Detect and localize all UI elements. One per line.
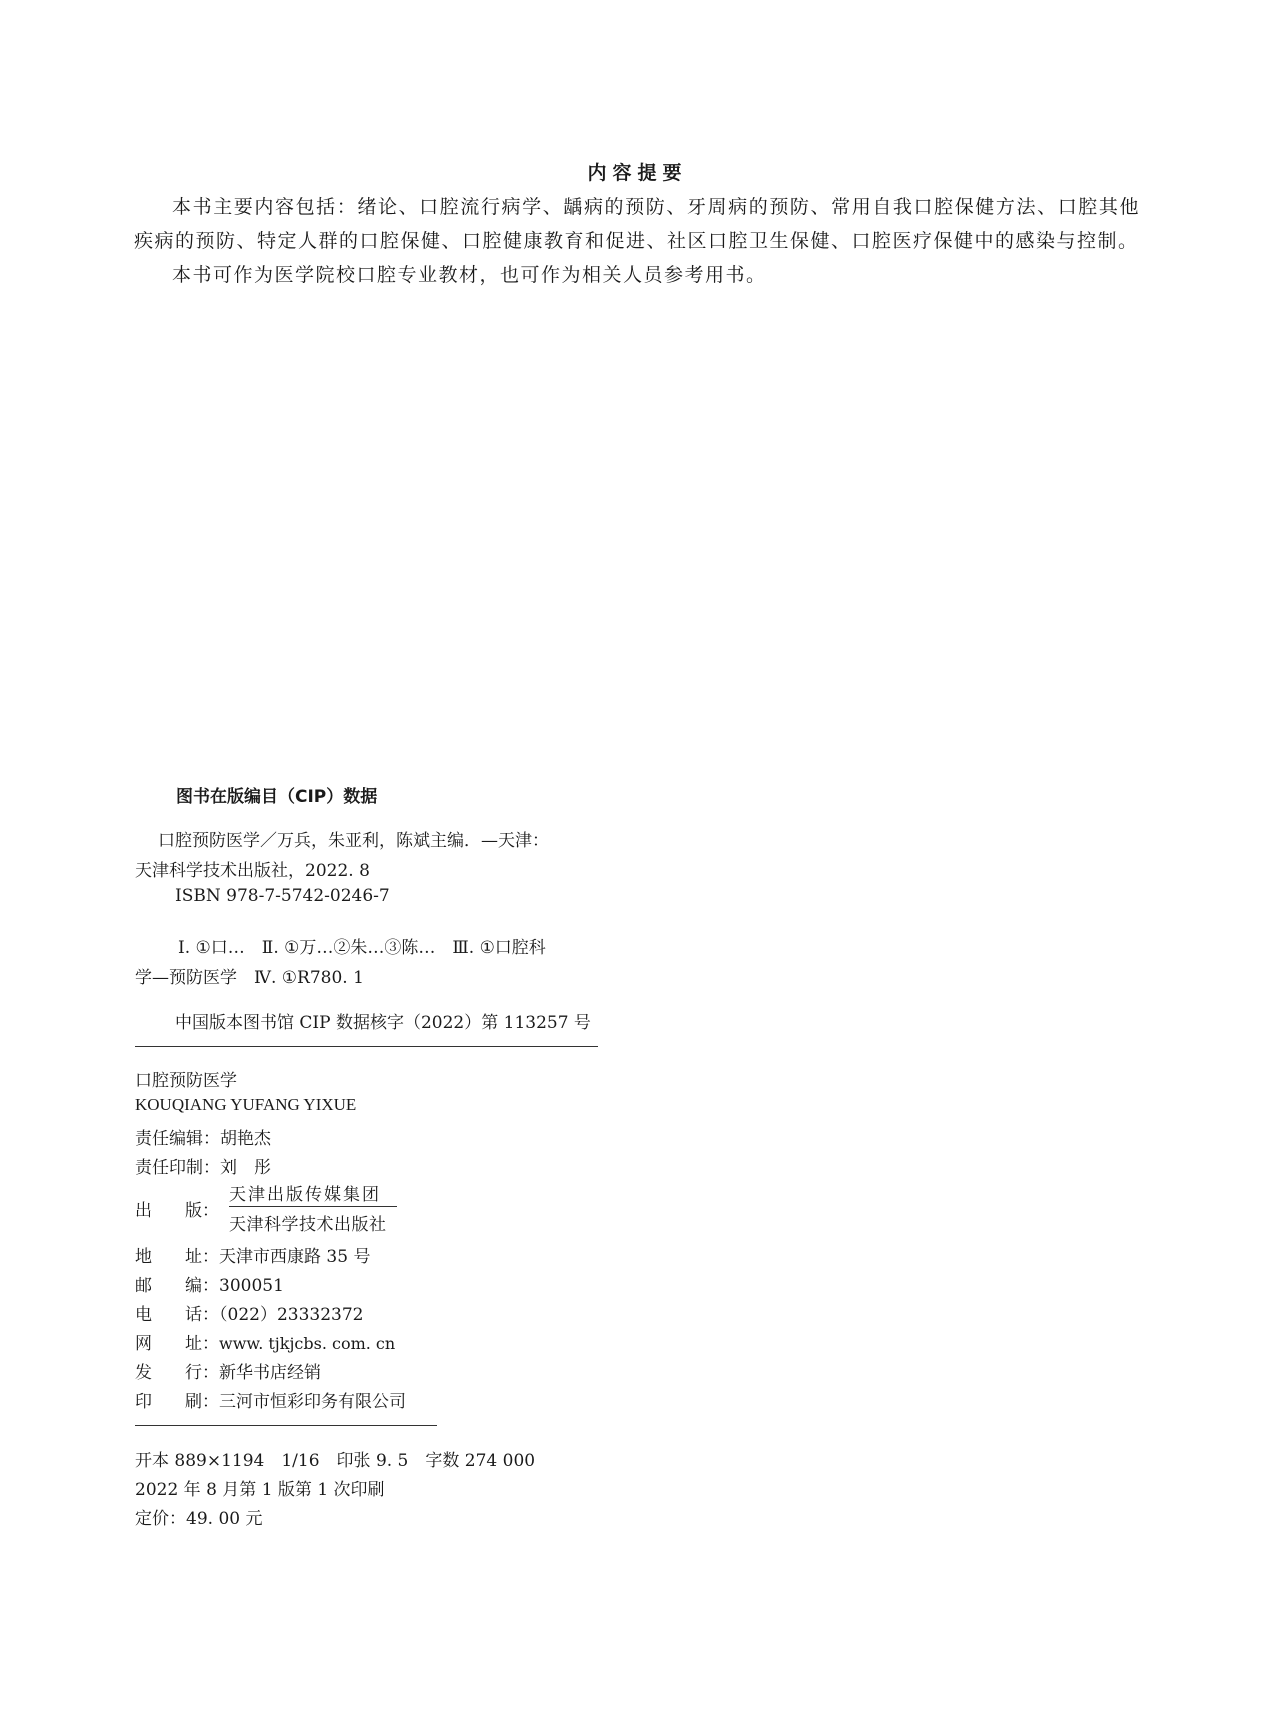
credit-label: 址 [185, 1334, 202, 1354]
publisher-group-name: 天津出版传媒集团 [229, 1185, 381, 1205]
cip-library-record: 中国版本图书馆 CIP 数据核字（2022）第 113257 号 [175, 1013, 591, 1033]
credit-editor [135, 1124, 271, 1149]
colon: ： [202, 1334, 219, 1354]
cip-classification-line: 学—预防医学 Ⅳ. ①R780. 1 [135, 968, 364, 988]
summary-body [134, 190, 1140, 292]
cip-heading: 图书在版编目（CIP）数据 [176, 787, 378, 807]
publisher-name: 天津科学技术出版社 [229, 1215, 387, 1235]
credit-value: 300051 [219, 1276, 284, 1296]
publisher-divider [229, 1206, 397, 1207]
cip-publisher-line: 天津科学技术出版社，2022. 8 [135, 861, 370, 881]
summary-title: 内容提要 [587, 162, 688, 184]
credit-label: 印 [135, 1392, 152, 1412]
credit-value: （022）23332372 [219, 1305, 364, 1325]
credit-printer [135, 1387, 406, 1412]
price: 定价：49. 00 元 [135, 1509, 263, 1529]
credit-label: 出 [135, 1201, 152, 1221]
print-format-info: 开本 889×1194 1/16 印张 9. 5 字数 274 000 [135, 1451, 536, 1471]
colon: ： [202, 1305, 219, 1325]
credit-label: 责任印制 [135, 1158, 203, 1178]
credit-label: 电 [135, 1305, 152, 1325]
credit-label: 地 [135, 1247, 152, 1267]
colon: ： [202, 1247, 219, 1267]
cip-isbn: ISBN 978-7-5742-0246-7 [175, 886, 390, 906]
credit-label: 发 [135, 1363, 152, 1383]
credit-label: 址 [185, 1247, 202, 1267]
colon: ： [203, 1129, 220, 1149]
credit-phone [135, 1300, 363, 1325]
credit-print-manager [135, 1153, 271, 1178]
credit-distribution [135, 1358, 321, 1383]
book-title: 口腔预防医学 [135, 1071, 237, 1091]
credit-value: 新华书店经销 [219, 1363, 321, 1383]
credit-label: 话 [185, 1305, 202, 1325]
credit-value: 胡艳杰 [220, 1129, 271, 1149]
credit-label: 网 [135, 1334, 152, 1354]
divider [135, 1046, 598, 1047]
cip-title-line: 口腔预防医学／万兵，朱亚利，陈斌主编．—天津： [158, 831, 549, 851]
credit-label: 行 [185, 1363, 202, 1383]
credit-label: 版 [185, 1201, 202, 1221]
credit-value: 刘 彤 [220, 1158, 271, 1178]
colon: ： [202, 1363, 219, 1383]
divider [135, 1425, 437, 1426]
credit-label: 邮 [135, 1276, 152, 1296]
credit-address [135, 1242, 370, 1267]
credit-value: 三河市恒彩印务有限公司 [219, 1392, 406, 1412]
cip-classification-line: Ⅰ. ①口… Ⅱ. ①万…②朱…③陈… Ⅲ. ①口腔科 [178, 938, 546, 958]
credit-value: 天津市西康路 35 号 [219, 1247, 371, 1267]
credit-label: 刷 [185, 1392, 202, 1412]
summary-paragraph: 本书主要内容包括：绪论、口腔流行病学、龋病的预防、牙周病的预防、常用自我口腔保健方法、口腔其他疾病的预防、特定人群的口腔保健、口腔健康教育和促进、社区口腔卫生保健、口腔医疗保健中的感染与控制。 [134, 196, 1140, 252]
colon: ： [203, 1158, 220, 1178]
colon: ： [202, 1392, 219, 1412]
edition-info: 2022 年 8 月第 1 版第 1 次印刷 [135, 1480, 385, 1500]
credit-postcode [135, 1271, 284, 1296]
credit-label: 责任编辑 [135, 1129, 203, 1149]
colon: ： [202, 1201, 219, 1221]
summary-paragraph: 本书可作为医学院校口腔专业教材，也可作为相关人员参考用书。 [172, 264, 767, 286]
credit-publisher-label [135, 1196, 219, 1221]
credit-label: 编 [185, 1276, 202, 1296]
credit-website [135, 1329, 395, 1354]
credit-value: www. tjkjcbs. com. cn [219, 1334, 396, 1353]
colon: ： [202, 1276, 219, 1296]
book-title-pinyin: KOUQIANG YUFANG YIXUE [135, 1095, 357, 1114]
